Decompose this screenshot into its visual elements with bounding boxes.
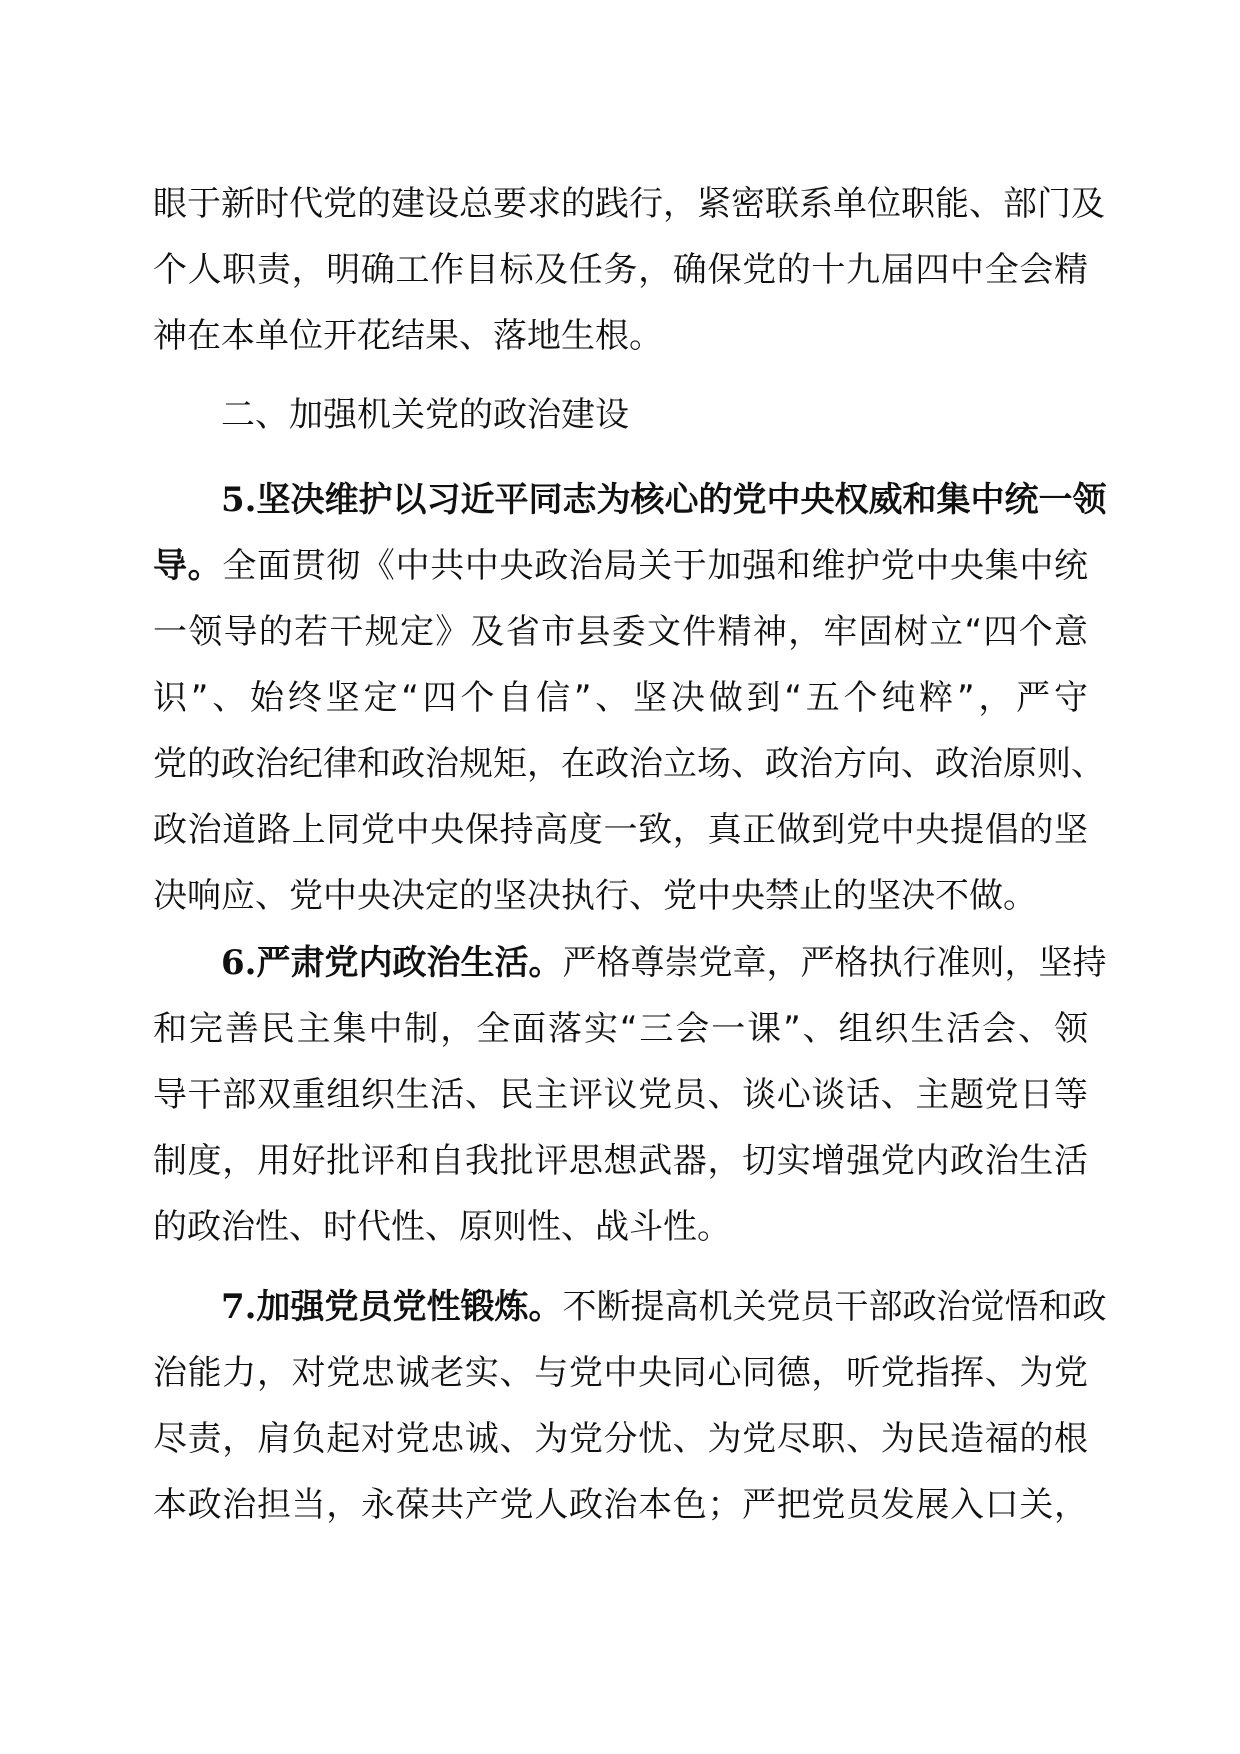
paragraph-line: 治能力，对党忠诚老实、与党中央同心同德，听党指挥、为党 (153, 1353, 1088, 1393)
section-heading: 二、加强机关党的政治建设 (221, 395, 629, 435)
paragraph-line: 一领导的若干规定》及省市县委文件精神，牢固树立“四个意 (153, 612, 1088, 652)
paragraph-line (153, 533, 1088, 599)
paragraph-line: 神在本单位开花结果、落地生根。 (153, 316, 663, 356)
item-7-paragraph (153, 1274, 1107, 1538)
item-5-paragraph (153, 467, 1107, 929)
paragraph-line: 决响应、党中央决定的坚决执行、党中央禁止的坚决不做。 (153, 876, 1037, 916)
paragraph-line: 识”、始终坚定“四个自信”、坚决做到“五个纯粹”，严守 (153, 678, 1088, 718)
item-6-title: 严肃党内政治生活。 (256, 943, 563, 983)
item-6-body-start: 严格尊崇党章，严格执行准则，坚持 (562, 943, 1107, 983)
paragraph-line: 本政治担当，永葆共产党人政治本色；严把党员发展入口关， (153, 1485, 1088, 1525)
paragraph-line: 的政治性、时代性、原则性、战斗性。 (153, 1207, 731, 1247)
item-7-number: 7. (221, 1287, 257, 1327)
paragraph-line: 政治道路上同党中央保持高度一致，真正做到党中央提倡的坚 (153, 810, 1088, 850)
paragraph-line: 党的政治纪律和政治规矩，在政治立场、政治方向、政治原则、 (153, 744, 1105, 784)
paragraph-line: 个人职责，明确工作目标及任务，确保党的十九届四中全会精 (153, 250, 1088, 290)
paragraph-line: 尽责，肩负起对党忠诚、为党分忧、为党尽职、为民造福的根 (153, 1419, 1088, 1459)
item-6-title-line (153, 930, 1107, 996)
paragraph-line: 和完善民主集中制，全面落实“三会一课”、组织生活会、领 (153, 1009, 1088, 1049)
continuation-paragraph (153, 171, 1105, 369)
item-5-title-line (153, 467, 1107, 533)
item-5-title: 坚决维护以习近平同志为核心的党中央权威和集中统一领 (256, 480, 1107, 520)
item-6-paragraph (153, 930, 1107, 1260)
item-7-title: 加强党员党性锻炼。 (256, 1287, 563, 1327)
item-5-title-end: 导。 (153, 546, 223, 586)
paragraph-line: 眼于新时代党的建设总要求的践行，紧密联系单位职能、部门及 (153, 184, 1105, 224)
item-5-body-start: 全面贯彻《中共中央政治局关于加强和维护党中央集中统 (222, 546, 1089, 586)
item-5-number: 5. (221, 480, 257, 520)
section-heading-block (153, 382, 1088, 448)
paragraph-line: 导干部双重组织生活、民主评议党员、谈心谈话、主题党日等 (153, 1075, 1088, 1115)
paragraph-line: 制度，用好批评和自我批评思想武器，切实增强党内政治生活 (153, 1141, 1088, 1181)
item-6-number: 6. (221, 943, 257, 983)
item-7-body-start: 不断提高机关党员干部政治觉悟和政 (562, 1287, 1107, 1327)
item-7-title-line (153, 1274, 1107, 1340)
